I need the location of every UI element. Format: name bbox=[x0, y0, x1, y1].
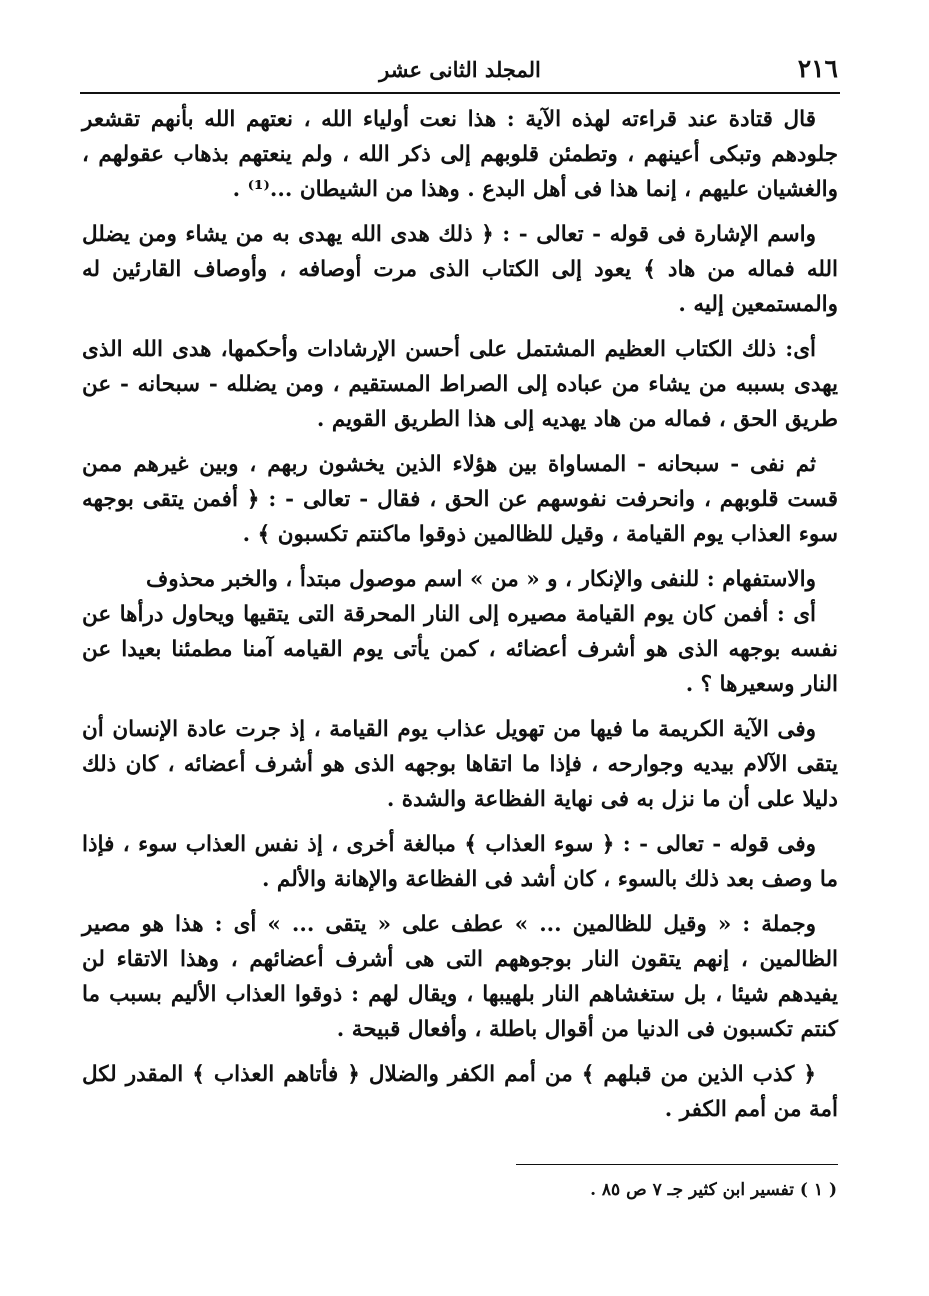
paragraph: وفى قوله - تعالى - : ﴿ سوء العذاب ﴾ مبالغة أخرى ، إذ نفس العذاب سوء ، فإذا ما وصف بعد ذلك بالسوء ، كان أشد فى الفظاعة والإهانة والألم . bbox=[82, 832, 838, 892]
paragraph: والاستفهام : للنفى والإنكار ، و « من » اسم موصول مبتدأ ، والخبر محذوف bbox=[145, 567, 816, 592]
header-rule bbox=[80, 92, 840, 94]
paragraph: وجملة : « وقيل للظالمين ... » عطف على « يتقى ... » أى : هذا هو مصير الظالمين ، إنهم يتقون النار بوجوههم التى هى أشرف أعضائهم ، وهذا الاتقاء لن يفيدهم شيئا ، بل ستغشاهم النار بلهيبها ، ويقال لهم : ذوقوا العذاب الأليم بسبب ما كنتم تكسبون فى الدنيا من أقوال باطلة ، وأفعال قبيحة . bbox=[82, 912, 838, 1042]
paragraph: قال قتادة عند قراءته لهذه الآية : هذا نعت أولياء الله ، نعتهم الله بأنهم تقشعر جلودهم وتبكى أعينهم ، وتطمئن قلوبهم إلى ذكر الله ، ولم ينعتهم بذهاب عقولهم ، والغشيان عليهم ، إنما هذا فى أهل البدع . وهذا من الشيطان ...⁽¹⁾ . bbox=[82, 107, 838, 202]
body-text bbox=[82, 102, 838, 1137]
paragraph: أى : أفمن كان يوم القيامة مصيره إلى النار المحرقة التى يتقيها ويحاول درأها عن نفسه بوجهه الذى هو أشرف أعضائه ، كمن يأتى يوم القيامه آمنا مطمئنا بعيدا عن النار وسعيرها ؟ . bbox=[82, 602, 838, 697]
paragraph: واسم الإشارة فى قوله - تعالى - : ﴿ ذلك هدى الله يهدى به من يشاء ومن يضلل الله فماله من هاد ﴾ يعود إلى الكتاب الذى مرت أوصافه ، وأوصاف القارئين له والمستمعين إليه . bbox=[82, 222, 838, 317]
paragraph: ثم نفى - سبحانه - المساواة بين هؤلاء الذين يخشون ربهم ، وبين غيرهم ممن قست قلوبهم ، وانحرفت نفوسهم عن الحق ، فقال - تعالى - : ﴿ أفمن يتقى بوجهه سوء العذاب يوم القيامة ، وقيل للظالمين ذوقوا ماكنتم تكسبون ﴾ . bbox=[82, 452, 838, 547]
footnote-rule bbox=[516, 1164, 838, 1165]
paragraph: وفى الآية الكريمة ما فيها من تهويل عذاب يوم القيامة ، إذ جرت عادة الإنسان أن يتقى الآلام بيديه وجوارحه ، فإذا ما اتقاها بوجهه الذى هو أشرف أعضائه ، كان ذلك دليلا على أن ما نزل به فى نهاية الفظاعة والشدة . bbox=[82, 717, 838, 812]
page-header bbox=[80, 40, 840, 88]
paragraph: أى: ذلك الكتاب العظيم المشتمل على أحسن الإرشادات وأحكمها، هدى الله الذى يهدى بسببه من يشاء من عباده إلى الصراط المستقيم ، ومن يضلله - سبحانه - عن طريق الحق ، فماله من هاد يهديه إلى هذا الطريق القويم . bbox=[82, 337, 838, 432]
paragraph: ﴿ كذب الذين من قبلهم ﴾ من أمم الكفر والضلال ﴿ فأتاهم العذاب ﴾ المقدر لكل أمة من أمم الكفر . bbox=[82, 1062, 838, 1122]
page-number: ٢١٦ bbox=[797, 54, 838, 83]
footnote: ( ١ ) تفسير ابن كثير جـ ٧ ص ٨٥ . bbox=[590, 1180, 837, 1200]
volume-title: المجلد الثانى عشر bbox=[379, 57, 541, 82]
